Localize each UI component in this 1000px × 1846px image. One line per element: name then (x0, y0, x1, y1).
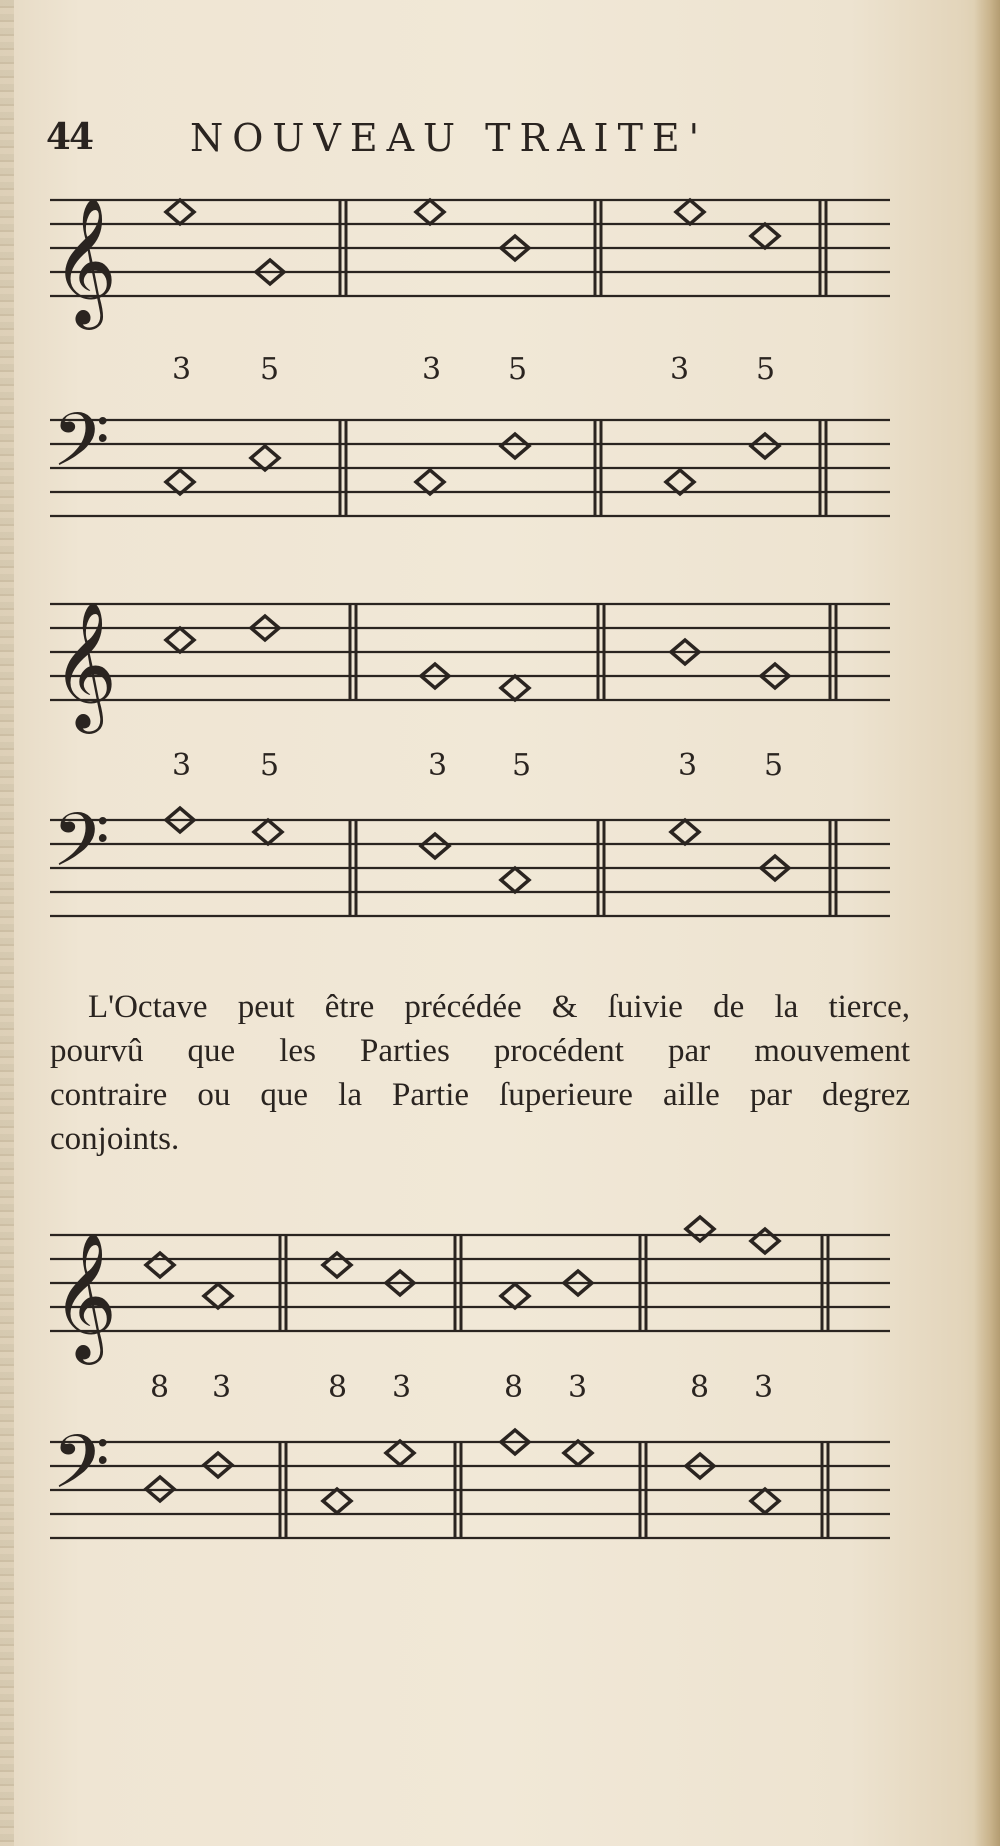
breve-note-icon (146, 1253, 174, 1277)
figure-number: 3 (428, 748, 448, 783)
figure-number: 8 (690, 1370, 710, 1405)
figure-number: 5 (260, 352, 280, 387)
breve-note-icon (323, 1253, 351, 1277)
text-paragraph (50, 985, 910, 1161)
figure-number: 3 (172, 748, 192, 783)
figure-number: 5 (512, 748, 532, 783)
figure-number: 3 (422, 352, 442, 387)
figure-number: 8 (150, 1370, 170, 1405)
breve-note-icon (501, 434, 529, 458)
breve-note-icon (416, 200, 444, 224)
breve-note-icon (686, 1217, 714, 1241)
bass-clef-icon: 𝄢 (52, 397, 110, 502)
breve-note-icon (666, 470, 694, 494)
breve-note-icon (751, 224, 779, 248)
paragraph-line: contraire ou que la Partie ſuperieure aille par degrez (50, 1077, 910, 1113)
breve-note-icon (751, 1489, 779, 1513)
figure-number: 5 (260, 748, 280, 783)
breve-note-icon (251, 446, 279, 470)
treble-clef-icon: 𝄞 (52, 1231, 118, 1359)
breve-note-icon (564, 1441, 592, 1465)
bass-clef-icon: 𝄢 (52, 1419, 110, 1524)
treble-clef-icon: 𝄞 (52, 196, 118, 324)
breve-note-icon (421, 834, 449, 858)
figure-number: 3 (392, 1370, 412, 1405)
breve-note-icon (671, 820, 699, 844)
breve-note-icon (501, 676, 529, 700)
breve-note-icon (501, 1284, 529, 1308)
figure-number: 3 (172, 352, 192, 387)
figure-number: 5 (764, 748, 784, 783)
treble-clef-icon: 𝄞 (52, 600, 118, 728)
breve-note-icon (166, 628, 194, 652)
paragraph-line: conjoints. (50, 1121, 180, 1157)
figure-number: 8 (504, 1370, 524, 1405)
figure-number: 8 (328, 1370, 348, 1405)
breve-note-icon (166, 200, 194, 224)
breve-note-icon (501, 868, 529, 892)
paragraph-line: pourvû que les Parties procédent par mouvement (50, 1033, 910, 1069)
figure-number: 3 (212, 1370, 232, 1405)
breve-note-icon (166, 470, 194, 494)
page-title: NOUVEAU TRAITE' (190, 116, 709, 160)
figure-number: 5 (756, 352, 776, 387)
breve-note-icon (751, 1229, 779, 1253)
breve-note-icon (416, 470, 444, 494)
figure-number: 3 (754, 1370, 774, 1405)
breve-note-icon (676, 200, 704, 224)
figure-number: 3 (678, 748, 698, 783)
paragraph-line: L'Octave peut être précédée & ſuivie de la tierce, (88, 989, 910, 1025)
page-number: 44 (46, 116, 93, 158)
breve-note-icon (254, 820, 282, 844)
breve-note-icon (386, 1441, 414, 1465)
breve-note-icon (323, 1489, 351, 1513)
breve-note-icon (751, 434, 779, 458)
figure-number: 3 (568, 1370, 588, 1405)
breve-note-icon (204, 1284, 232, 1308)
figure-number: 5 (508, 352, 528, 387)
figure-number: 3 (670, 352, 690, 387)
bass-clef-icon: 𝄢 (52, 797, 110, 902)
